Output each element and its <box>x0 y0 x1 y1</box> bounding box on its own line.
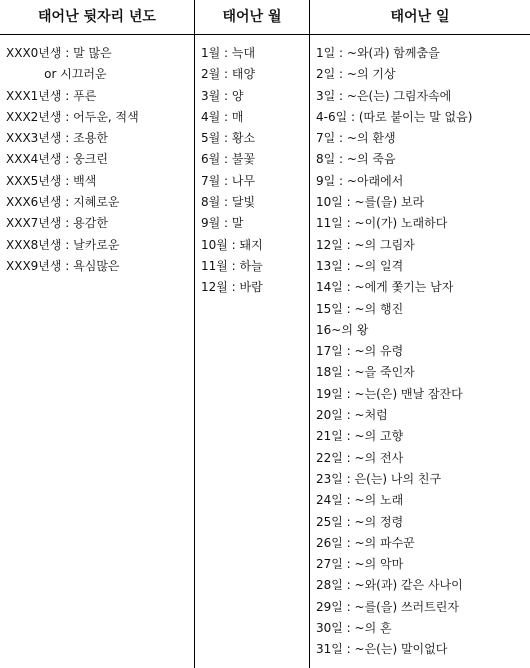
header-birth-year: 태어난 뒷자리 년도 <box>38 9 156 25</box>
day-item: 25일 : ~의 정령 <box>316 514 404 529</box>
day-item: 1일 : ~와(과) 함께춤을 <box>316 46 440 60</box>
year-item: XXX9년생 : 욕심많은 <box>6 258 120 273</box>
day-item: 30일 : ~의 혼 <box>316 621 392 636</box>
day-item: 23일 : 은(는) 나의 친구 <box>316 471 442 486</box>
day-item: 16~의 왕 <box>316 322 369 337</box>
day-item: 7일 : ~의 환생 <box>316 131 396 146</box>
month-item: 10월 : 돼지 <box>201 237 263 252</box>
day-item: 11일 : ~이(가) 노래하다 <box>316 216 448 231</box>
day-item: 19일 : ~는(은) 맨날 잠잔다 <box>316 386 463 401</box>
day-item: 17일 : ~의 유령 <box>316 344 404 359</box>
month-item: 2월 : 태양 <box>201 67 256 82</box>
month-item: 5월 : 황소 <box>201 131 256 146</box>
day-item: 20일 : ~처럼 <box>316 408 388 423</box>
day-item: 28일 : ~와(과) 같은 사나이 <box>316 578 463 593</box>
day-item: 22일 : ~의 전사 <box>316 450 404 465</box>
column-divider-left <box>194 0 195 668</box>
day-item: 14일 : ~에게 쫓기는 남자 <box>316 280 454 295</box>
day-item: 26일 : ~의 파수꾼 <box>316 535 415 550</box>
day-item: 9일 : ~아래에서 <box>316 173 404 188</box>
day-item: 21일 : ~의 고향 <box>316 429 404 444</box>
year-item: XXX4년생 : 웅크린 <box>6 152 108 167</box>
year-item: XXX7년생 : 용감한 <box>6 216 108 231</box>
month-item: 12월 : 바람 <box>201 280 263 295</box>
day-item: 29일 : ~를(을) 쓰러트린자 <box>316 599 459 614</box>
month-item: 8월 : 달빛 <box>201 195 256 210</box>
day-item: 18일 : ~을 죽인자 <box>316 365 415 380</box>
day-item: 4-6일 : (따로 붙이는 말 없음) <box>316 109 473 124</box>
day-item: 2일 : ~의 기상 <box>316 67 396 82</box>
day-item: 10일 : ~를(을) 보라 <box>316 195 425 210</box>
day-item: 24일 : ~의 노래 <box>316 493 404 508</box>
header-birth-month: 태어난 월 <box>222 9 282 25</box>
month-item: 6월 : 불꽃 <box>201 152 256 167</box>
year-item: XXX0년생 : 말 많은 <box>6 46 112 60</box>
month-item: 7월 : 나무 <box>201 173 256 188</box>
month-item: 4월 : 매 <box>201 109 244 124</box>
month-list <box>201 43 307 299</box>
day-item: 8일 : ~의 죽음 <box>316 152 396 167</box>
year-item: XXX5년생 : 백색 <box>6 173 97 188</box>
month-item: 1월 : 늑대 <box>201 46 256 60</box>
day-item: 27일 : ~의 악마 <box>316 557 404 572</box>
year-item: XXX6년생 : 지혜로운 <box>6 195 120 210</box>
year-list <box>6 43 192 277</box>
month-item: 11월 : 하늘 <box>201 258 263 273</box>
day-item: 15일 : ~의 행진 <box>316 301 404 316</box>
year-item: XXX3년생 : 조용한 <box>6 131 108 146</box>
year-item: XXX2년생 : 어두운, 적색 <box>6 109 139 124</box>
day-item: 31일 : ~은(는) 말이없다 <box>316 642 448 657</box>
column-divider-right <box>309 0 310 668</box>
month-item: 9월 : 말 <box>201 216 244 231</box>
year-item: XXX8년생 : 날카로운 <box>6 237 120 252</box>
month-item: 3월 : 양 <box>201 88 244 103</box>
header-birth-day: 태어난 일 <box>390 9 450 25</box>
day-item: 13일 : ~의 일격 <box>316 258 404 273</box>
year-item: or 시끄러운 <box>6 67 107 82</box>
day-item: 12일 : ~의 그림자 <box>316 237 415 252</box>
header-divider <box>0 34 530 35</box>
year-item: XXX1년생 : 푸른 <box>6 88 97 103</box>
day-item: 3일 : ~은(는) 그림자속에 <box>316 88 452 103</box>
day-list <box>316 43 528 661</box>
